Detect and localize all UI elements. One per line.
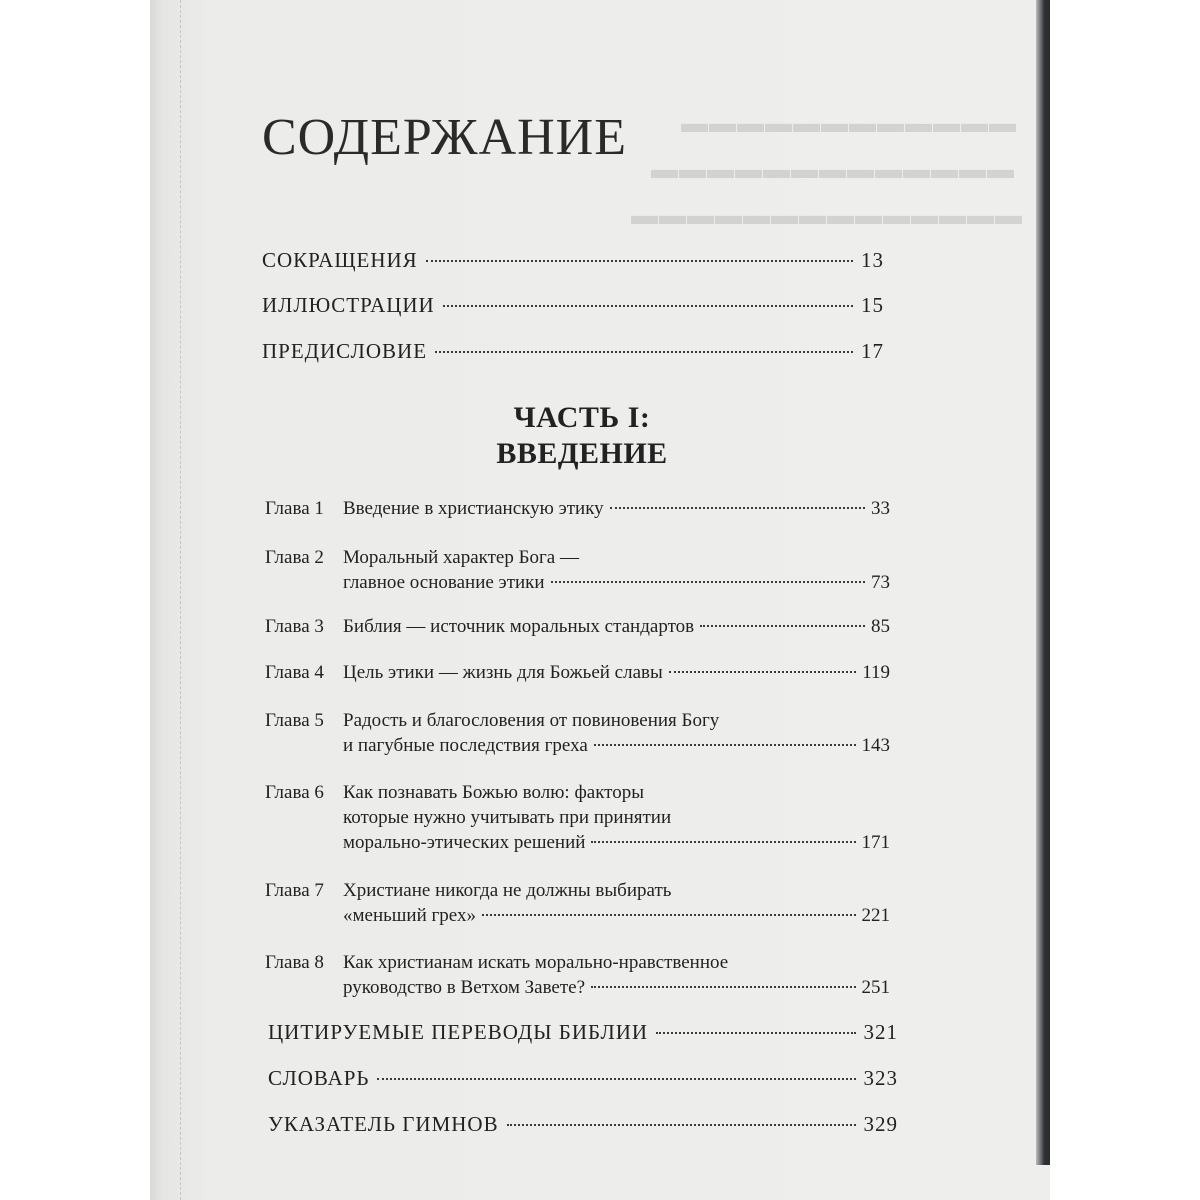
toc-entry-preface (262, 339, 884, 364)
toc-entry-hymn-index (268, 1112, 898, 1137)
chapter-title-line: Радость и благословения от повиновения Богу (343, 710, 720, 731)
toc-entry-abbreviations (262, 248, 884, 273)
show-through-line: ▬▬▬▬▬▬▬▬▬▬▬▬▬ (650, 154, 1014, 184)
toc-entry-page: 17 (861, 339, 884, 363)
chapter-page: 251 (861, 977, 890, 998)
show-through-line: ▬▬▬▬▬▬▬▬▬▬▬▬▬▬ (630, 200, 1022, 230)
dot-leader (551, 581, 865, 583)
chapter-number: Глава 5 (265, 710, 324, 731)
chapter-page: 143 (861, 735, 890, 756)
dot-leader (656, 1032, 855, 1034)
toc-entry-bible-translations (268, 1020, 898, 1045)
chapter-title-line: Моральный характер Бога — (343, 547, 579, 568)
chapter-number: Глава 4 (265, 662, 324, 683)
dot-leader (591, 986, 855, 988)
toc-entry-label: ПРЕДИСЛОВИЕ (262, 339, 428, 363)
page-gutter (180, 0, 189, 1200)
chapter-page: 73 (871, 572, 890, 593)
chapter-title-line: которые нужно учитывать при принятии (343, 807, 672, 828)
part-number: ЧАСТЬ I: (513, 401, 651, 434)
toc-entry-page: 321 (863, 1020, 898, 1044)
chapter-title: Цель этики — жизнь для Божьей славы (343, 662, 663, 683)
dot-leader (669, 671, 856, 673)
toc-entry-glossary (268, 1066, 898, 1091)
dot-leader (377, 1078, 855, 1080)
chapter-number: Глава 2 (265, 547, 324, 568)
chapter-title-line: и пагубные последствия греха (343, 735, 588, 756)
chapter-title-line: «меньший грех» (343, 905, 476, 926)
chapter-title: Библия — источник моральных стандартов (343, 616, 695, 637)
chapter-number: Глава 1 (265, 498, 324, 519)
chapter-title-line: Как познавать Божью волю: факторы (343, 782, 645, 803)
chapter-number: Глава 7 (265, 880, 324, 901)
toc-entry-page: 329 (863, 1112, 898, 1136)
photo-background (0, 0, 150, 1200)
dot-leader (507, 1124, 856, 1126)
chapter-title: Введение в христианскую этику (343, 498, 604, 519)
part-name: ВВЕДЕНИЕ (496, 437, 668, 470)
chapter-title-line: морально-этических решений (343, 832, 586, 853)
toc-entry-page: 13 (861, 248, 884, 272)
chapter-page: 221 (861, 905, 890, 926)
chapter-page: 85 (871, 616, 890, 637)
chapter-page: 171 (861, 832, 890, 853)
book-cover-edge (1036, 0, 1050, 1165)
dot-leader (443, 305, 853, 307)
page-title: СОДЕРЖАНИЕ (262, 109, 627, 166)
toc-entry-illustrations (262, 293, 884, 318)
dot-leader (482, 914, 856, 916)
show-through-line: ▬▬▬▬▬▬▬▬▬▬▬▬ (680, 108, 1016, 138)
toc-entry-label: ИЛЛЮСТРАЦИИ (262, 293, 435, 317)
dot-leader (591, 841, 855, 843)
chapter-page: 119 (862, 662, 890, 683)
dot-leader (594, 744, 856, 746)
chapter-number: Глава 3 (265, 616, 324, 637)
dot-leader (435, 351, 853, 353)
chapter-title-line: руководство в Ветхом Завете? (343, 977, 586, 998)
chapter-number: Глава 8 (265, 952, 324, 973)
toc-entry-page: 15 (861, 293, 884, 317)
dot-leader (700, 625, 865, 627)
chapter-number: Глава 6 (265, 782, 324, 803)
chapter-title-line: Как христианам искать морально-нравственное (343, 952, 729, 973)
chapter-title-line: главное основание этики (343, 572, 545, 593)
toc-entry-label: СОКРАЩЕНИЯ (262, 248, 418, 272)
chapter-title-line: Христиане никогда не должны выбирать (343, 880, 672, 901)
toc-entry-label: УКАЗАТЕЛЬ ГИМНОВ (268, 1112, 499, 1136)
dot-leader (426, 260, 853, 262)
chapter-page: 33 (871, 498, 890, 519)
toc-entry-page: 323 (863, 1066, 898, 1090)
toc-entry-label: ЦИТИРУЕМЫЕ ПЕРЕВОДЫ БИБЛИИ (268, 1020, 649, 1044)
toc-entry-label: СЛОВАРЬ (268, 1066, 370, 1090)
dot-leader (610, 507, 865, 509)
part-heading (262, 400, 902, 472)
